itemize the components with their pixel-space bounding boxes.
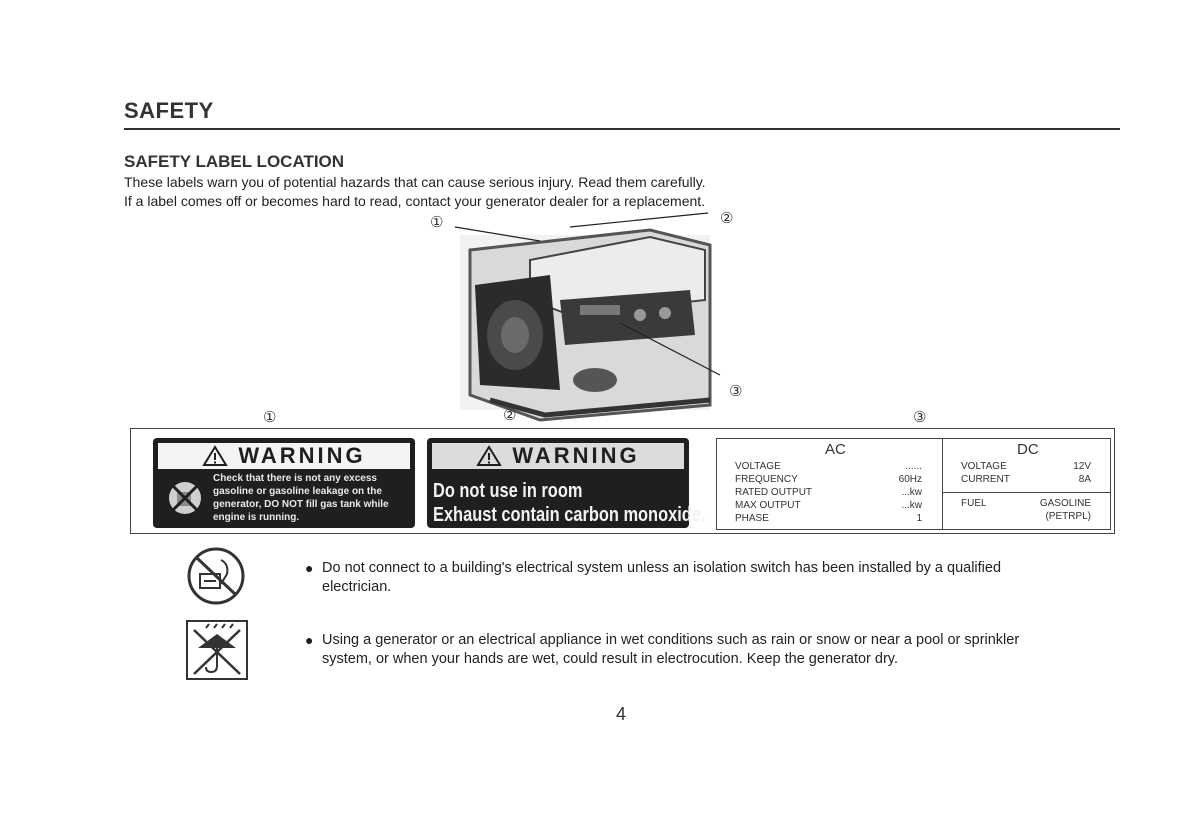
callout-1-photo: ① — [430, 213, 444, 231]
warning-body — [213, 472, 409, 524]
no-wet-conditions-icon — [186, 620, 248, 680]
intro-line-2: If a label comes off or becomes hard to read, contact your generator dealer for a replacement. — [124, 193, 706, 209]
spec-value: ...kw — [901, 500, 922, 511]
warning-body-line: Check that there is not any excess — [213, 473, 377, 484]
spec-value: ...kw — [901, 487, 922, 498]
spec-key: MAX OUTPUT — [735, 500, 801, 511]
spec-key: FREQUENCY — [735, 474, 798, 485]
ac-column — [717, 439, 942, 529]
dc-header: DC — [1017, 441, 1039, 458]
callout-2-label: ② — [503, 406, 517, 424]
spec-row — [717, 513, 942, 526]
spec-key: FUEL — [961, 498, 987, 509]
callout-1-label: ① — [263, 408, 277, 426]
spec-value: 12V — [1073, 461, 1091, 472]
bullet-icon: ● — [305, 632, 314, 648]
warning-triangle-icon — [202, 445, 228, 467]
spec-row — [717, 461, 942, 474]
warning2-line-2: Exhaust contain carbon monoxide. — [433, 504, 706, 526]
bullet-item — [305, 559, 1092, 597]
generator-photo — [420, 205, 750, 425]
label-panel — [130, 428, 1115, 534]
spec-row — [717, 500, 942, 513]
spec-row — [943, 498, 1111, 511]
warning-body-line: generator, DO NOT fill gas tank while — [213, 499, 389, 510]
spec-value: GASOLINE — [1039, 498, 1091, 509]
spec-row — [717, 487, 942, 500]
subsection-title: SAFETY LABEL LOCATION — [124, 152, 345, 171]
bullet-item — [305, 631, 1092, 669]
spec-key: RATED OUTPUT — [735, 487, 813, 498]
page-number: 4 — [616, 704, 627, 724]
spec-row — [943, 474, 1111, 487]
bullet-line: system, or when your hands are wet, could result in electrocution. Keep the generator dry. — [322, 651, 899, 667]
callout-3-photo: ③ — [729, 382, 743, 400]
warning-heading-text: WARNING — [512, 443, 640, 468]
warning-heading-text: WARNING — [238, 443, 366, 468]
dc-divider — [943, 492, 1111, 493]
spec-key: PHASE — [735, 513, 769, 524]
warning-label-carbon-monoxide — [427, 438, 706, 528]
spec-key: VOLTAGE — [735, 461, 781, 472]
no-building-connection-icon — [185, 546, 247, 606]
warning-triangle-icon — [476, 445, 502, 467]
warning-body-line: engine is running. — [213, 512, 300, 523]
spec-row — [717, 474, 942, 487]
warning-heading — [158, 443, 410, 469]
spec-plate — [716, 438, 1111, 530]
spec-row — [943, 461, 1111, 474]
bullet-line: electrician. — [322, 579, 392, 595]
bullet-icon: ● — [305, 560, 314, 576]
header-divider — [124, 128, 1120, 130]
bullet-line: Using a generator or an electrical appliance in wet conditions such as rain or snow or near a pool or sprinkler — [322, 632, 1020, 648]
spec-value: 8A — [1078, 474, 1091, 485]
spec-key: CURRENT — [961, 474, 1010, 485]
spec-key: VOLTAGE — [961, 461, 1007, 472]
section-title: SAFETY — [124, 98, 214, 123]
callout-2-photo: ② — [720, 209, 734, 227]
callout-3-label: ③ — [913, 408, 927, 426]
ac-header: AC — [825, 441, 846, 458]
warning-body-line: gasoline or gasoline leakage on the — [213, 486, 382, 497]
dc-column — [942, 439, 1111, 529]
spec-value: ...... — [905, 461, 922, 472]
warning-heading — [432, 443, 684, 469]
spec-value: (PETRPL) — [1045, 511, 1091, 522]
warning-label-fuel — [153, 438, 415, 528]
spec-value: 60Hz — [898, 474, 922, 485]
warning2-line-1: Do not use in room — [433, 480, 583, 502]
bullet-line: Do not connect to a building's electrical system unless an isolation switch has been installed by a qualified — [322, 560, 1002, 576]
spec-row — [943, 511, 1111, 524]
spec-value: 1 — [916, 513, 922, 524]
no-fuel-spill-icon — [167, 480, 203, 516]
intro-line-1: These labels warn you of potential hazards that can cause serious injury. Read them carefully. — [124, 174, 706, 190]
